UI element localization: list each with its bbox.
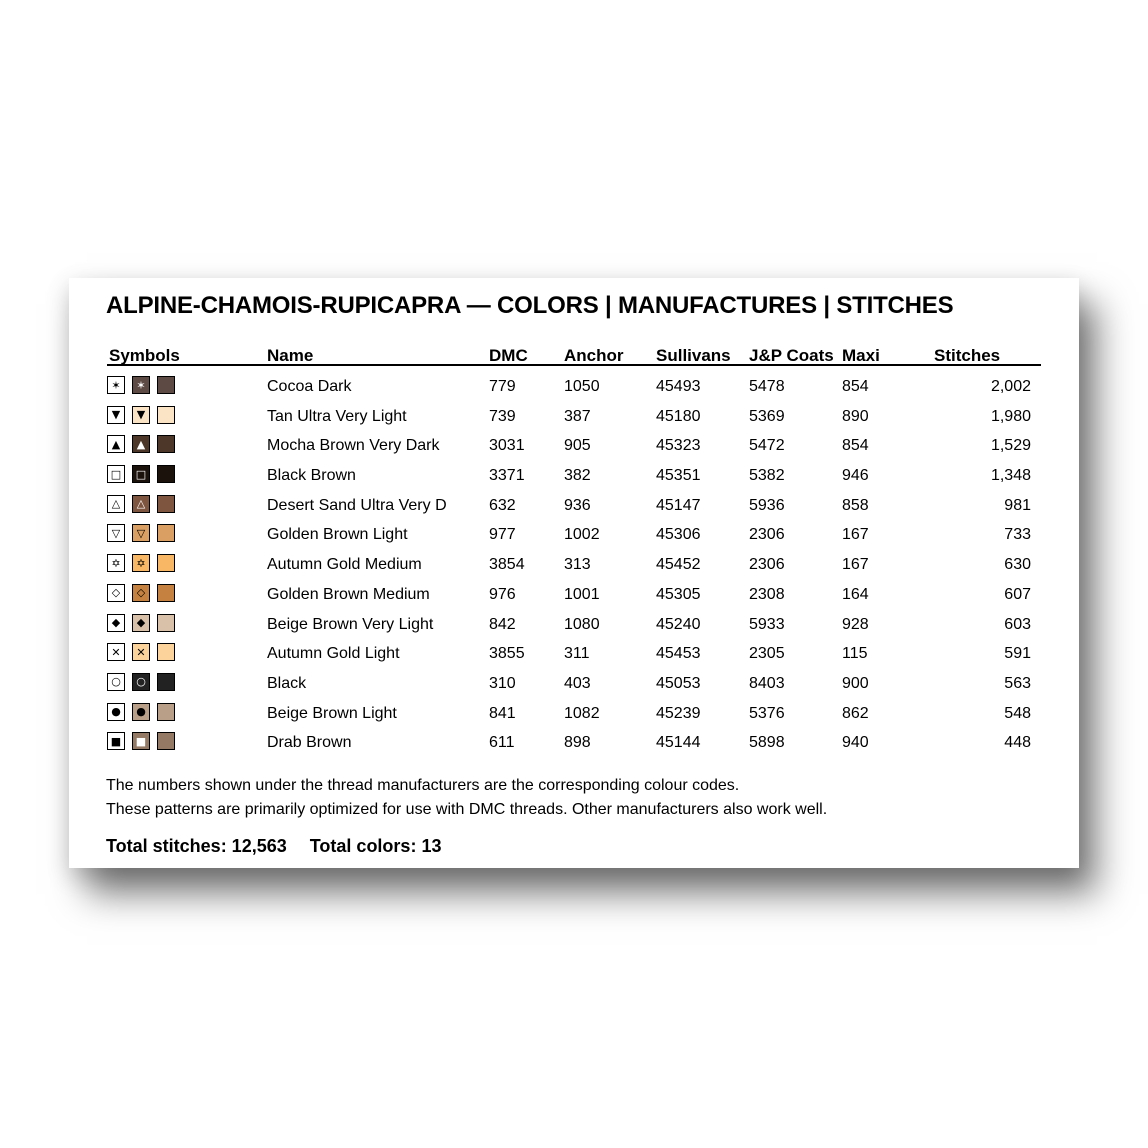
dmc-code: 3031 (489, 437, 525, 455)
table-row (107, 614, 1041, 644)
maxi-code: 858 (842, 496, 869, 514)
stitch-count: 448 (1004, 734, 1031, 752)
stitch-count: 603 (1004, 615, 1031, 633)
sullivans-code: 45180 (656, 407, 701, 425)
sullivans-code: 45305 (656, 585, 701, 603)
maxi-code: 940 (842, 734, 869, 752)
jp-coats-code: 5478 (749, 378, 785, 395)
symbol-on-color-box: ▼ (132, 406, 150, 424)
dmc-code: 841 (489, 704, 516, 722)
sullivans-code: 45323 (656, 437, 701, 455)
stitch-count: 1,348 (990, 467, 1031, 485)
sullivans-code: 45239 (656, 704, 701, 722)
totals (106, 836, 441, 857)
dmc-code: 310 (489, 674, 516, 692)
table-row (107, 465, 1041, 495)
color-swatch (157, 584, 175, 602)
jp-coats-code: 2305 (749, 645, 785, 663)
color-swatch (157, 614, 175, 632)
symbol-box: △ (107, 495, 125, 513)
note-dmc-optimized: These patterns are primarily optimized for use with DMC threads. Other manufacturers also work well. (106, 801, 828, 818)
stitch-count: 2,002 (990, 378, 1031, 395)
color-chart-card (69, 278, 1079, 868)
dmc-code: 779 (489, 378, 516, 395)
dmc-code: 842 (489, 615, 516, 633)
sullivans-code: 45147 (656, 496, 701, 514)
symbol-box: ■ (107, 732, 125, 750)
color-swatch (157, 732, 175, 750)
color-name: Golden Brown Medium (267, 585, 430, 603)
anchor-code: 403 (564, 674, 591, 692)
color-name: Desert Sand Ultra Very D (267, 496, 447, 514)
symbol-on-color-box: ◇ (132, 584, 150, 602)
symbol-box: ◇ (107, 584, 125, 602)
color-table-body (107, 376, 1041, 762)
maxi-code: 164 (842, 585, 869, 603)
symbol-on-color-box: ● (132, 703, 150, 721)
anchor-code: 1001 (564, 585, 600, 603)
color-swatch (157, 673, 175, 691)
stitch-count: 607 (1004, 585, 1031, 603)
color-swatch (157, 643, 175, 661)
table-row (107, 673, 1041, 703)
maxi-code: 946 (842, 467, 869, 485)
chart-title: ALPINE-CHAMOIS-RUPICAPRA — COLORS | MANUFACTURES | STITCHES (106, 292, 954, 319)
symbol-on-color-box: ◆ (132, 614, 150, 632)
anchor-code: 1082 (564, 704, 600, 722)
table-row (107, 406, 1041, 436)
color-swatch (157, 703, 175, 721)
dmc-code: 739 (489, 407, 516, 425)
stitch-count: 548 (1004, 704, 1031, 722)
stitch-count: 563 (1004, 674, 1031, 692)
stitch-count: 733 (1004, 526, 1031, 544)
symbol-box: ▼ (107, 406, 125, 424)
header-dmc: DMC (489, 346, 528, 365)
color-name: Beige Brown Light (267, 704, 397, 722)
sullivans-code: 45306 (656, 526, 701, 544)
jp-coats-code: 5936 (749, 496, 785, 514)
header-name: Name (267, 346, 314, 365)
table-row (107, 584, 1041, 614)
maxi-code: 928 (842, 615, 869, 633)
symbol-on-color-box: ■ (132, 732, 150, 750)
anchor-code: 1080 (564, 615, 600, 633)
color-swatch (157, 495, 175, 513)
jp-coats-code: 8403 (749, 674, 785, 692)
dmc-code: 976 (489, 585, 516, 603)
stitch-count: 981 (1004, 496, 1031, 514)
color-name: Golden Brown Light (267, 526, 408, 544)
sullivans-code: 45240 (656, 615, 701, 633)
maxi-code: 115 (842, 645, 868, 663)
sullivans-code: 45144 (656, 734, 701, 752)
total-stitches: Total stitches: 12,563 (106, 836, 287, 856)
table-row (107, 495, 1041, 525)
color-name: Mocha Brown Very Dark (267, 437, 440, 455)
color-name: Beige Brown Very Light (267, 615, 434, 633)
symbol-box: ✕ (107, 643, 125, 661)
color-name: Cocoa Dark (267, 378, 352, 395)
maxi-code: 854 (842, 378, 869, 395)
jp-coats-code: 5933 (749, 615, 785, 633)
anchor-code: 1002 (564, 526, 600, 544)
color-swatch (157, 376, 175, 394)
jp-coats-code: 2308 (749, 585, 785, 603)
maxi-code: 167 (842, 526, 869, 544)
color-name: Black (267, 674, 307, 692)
symbol-box: ◆ (107, 614, 125, 632)
header-stitches: Stitches (934, 346, 1001, 365)
symbol-on-color-box: ✡ (132, 554, 150, 572)
total-colors: Total colors: 13 (309, 836, 442, 856)
sullivans-code: 45452 (656, 556, 701, 574)
symbol-box: ▽ (107, 524, 125, 542)
anchor-code: 387 (564, 407, 591, 425)
symbol-on-color-box: ○ (132, 673, 150, 691)
maxi-code: 900 (842, 674, 869, 692)
symbol-box: ○ (107, 673, 125, 691)
maxi-code: 890 (842, 407, 869, 425)
color-name: Black Brown (267, 467, 356, 485)
header-maxi: Maxi (842, 346, 880, 365)
anchor-code: 382 (564, 467, 591, 485)
anchor-code: 1050 (564, 378, 600, 395)
table-row (107, 643, 1041, 673)
table-row (107, 376, 1041, 406)
header-jp-coats: J&P Coats (749, 346, 834, 365)
header-anchor: Anchor (564, 346, 624, 365)
dmc-code: 611 (489, 734, 515, 752)
anchor-code: 313 (564, 556, 591, 574)
sullivans-code: 45053 (656, 674, 701, 692)
table-row (107, 435, 1041, 465)
color-name: Autumn Gold Medium (267, 556, 422, 574)
dmc-code: 977 (489, 526, 516, 544)
symbol-on-color-box: ✕ (132, 643, 150, 661)
color-name: Drab Brown (267, 734, 352, 752)
sullivans-code: 45351 (656, 467, 701, 485)
anchor-code: 311 (564, 645, 590, 663)
dmc-code: 3371 (489, 467, 525, 485)
header-symbols: Symbols (109, 346, 180, 365)
symbol-on-color-box: □ (132, 465, 150, 483)
header-sullivans: Sullivans (656, 346, 731, 365)
symbol-on-color-box: △ (132, 495, 150, 513)
jp-coats-code: 5382 (749, 467, 785, 485)
maxi-code: 167 (842, 556, 869, 574)
table-row (107, 524, 1041, 554)
dmc-code: 3854 (489, 556, 525, 574)
jp-coats-code: 5472 (749, 437, 785, 455)
symbol-box: ● (107, 703, 125, 721)
maxi-code: 854 (842, 437, 869, 455)
sullivans-code: 45453 (656, 645, 701, 663)
color-swatch (157, 554, 175, 572)
stitch-count: 630 (1004, 556, 1031, 574)
symbol-on-color-box: ▽ (132, 524, 150, 542)
jp-coats-code: 2306 (749, 526, 785, 544)
stitch-count: 1,529 (990, 437, 1031, 455)
symbol-on-color-box: ✶ (132, 376, 150, 394)
note-color-codes: The numbers shown under the thread manufacturers are the corresponding colour codes. (106, 777, 740, 794)
color-swatch (157, 435, 175, 453)
symbol-box: ✡ (107, 554, 125, 572)
color-swatch (157, 524, 175, 542)
maxi-code: 862 (842, 704, 869, 722)
color-swatch (157, 406, 175, 424)
anchor-code: 898 (564, 734, 591, 752)
jp-coats-code: 5369 (749, 407, 785, 425)
table-row (107, 703, 1041, 733)
anchor-code: 905 (564, 437, 591, 455)
symbol-box: ▲ (107, 435, 125, 453)
jp-coats-code: 5376 (749, 704, 785, 722)
stitch-count: 1,980 (990, 407, 1031, 425)
sullivans-code: 45493 (656, 378, 701, 395)
color-swatch (157, 465, 175, 483)
symbol-on-color-box: ▲ (132, 435, 150, 453)
symbol-box: □ (107, 465, 125, 483)
jp-coats-code: 2306 (749, 556, 785, 574)
table-row (107, 554, 1041, 584)
dmc-code: 632 (489, 496, 516, 514)
stitch-count: 591 (1004, 645, 1031, 663)
jp-coats-code: 5898 (749, 734, 785, 752)
color-name: Autumn Gold Light (267, 645, 400, 663)
table-header (107, 346, 1041, 366)
dmc-code: 3855 (489, 645, 525, 663)
anchor-code: 936 (564, 496, 591, 514)
table-row (107, 732, 1041, 762)
symbol-box: ✶ (107, 376, 125, 394)
color-name: Tan Ultra Very Light (267, 407, 407, 425)
